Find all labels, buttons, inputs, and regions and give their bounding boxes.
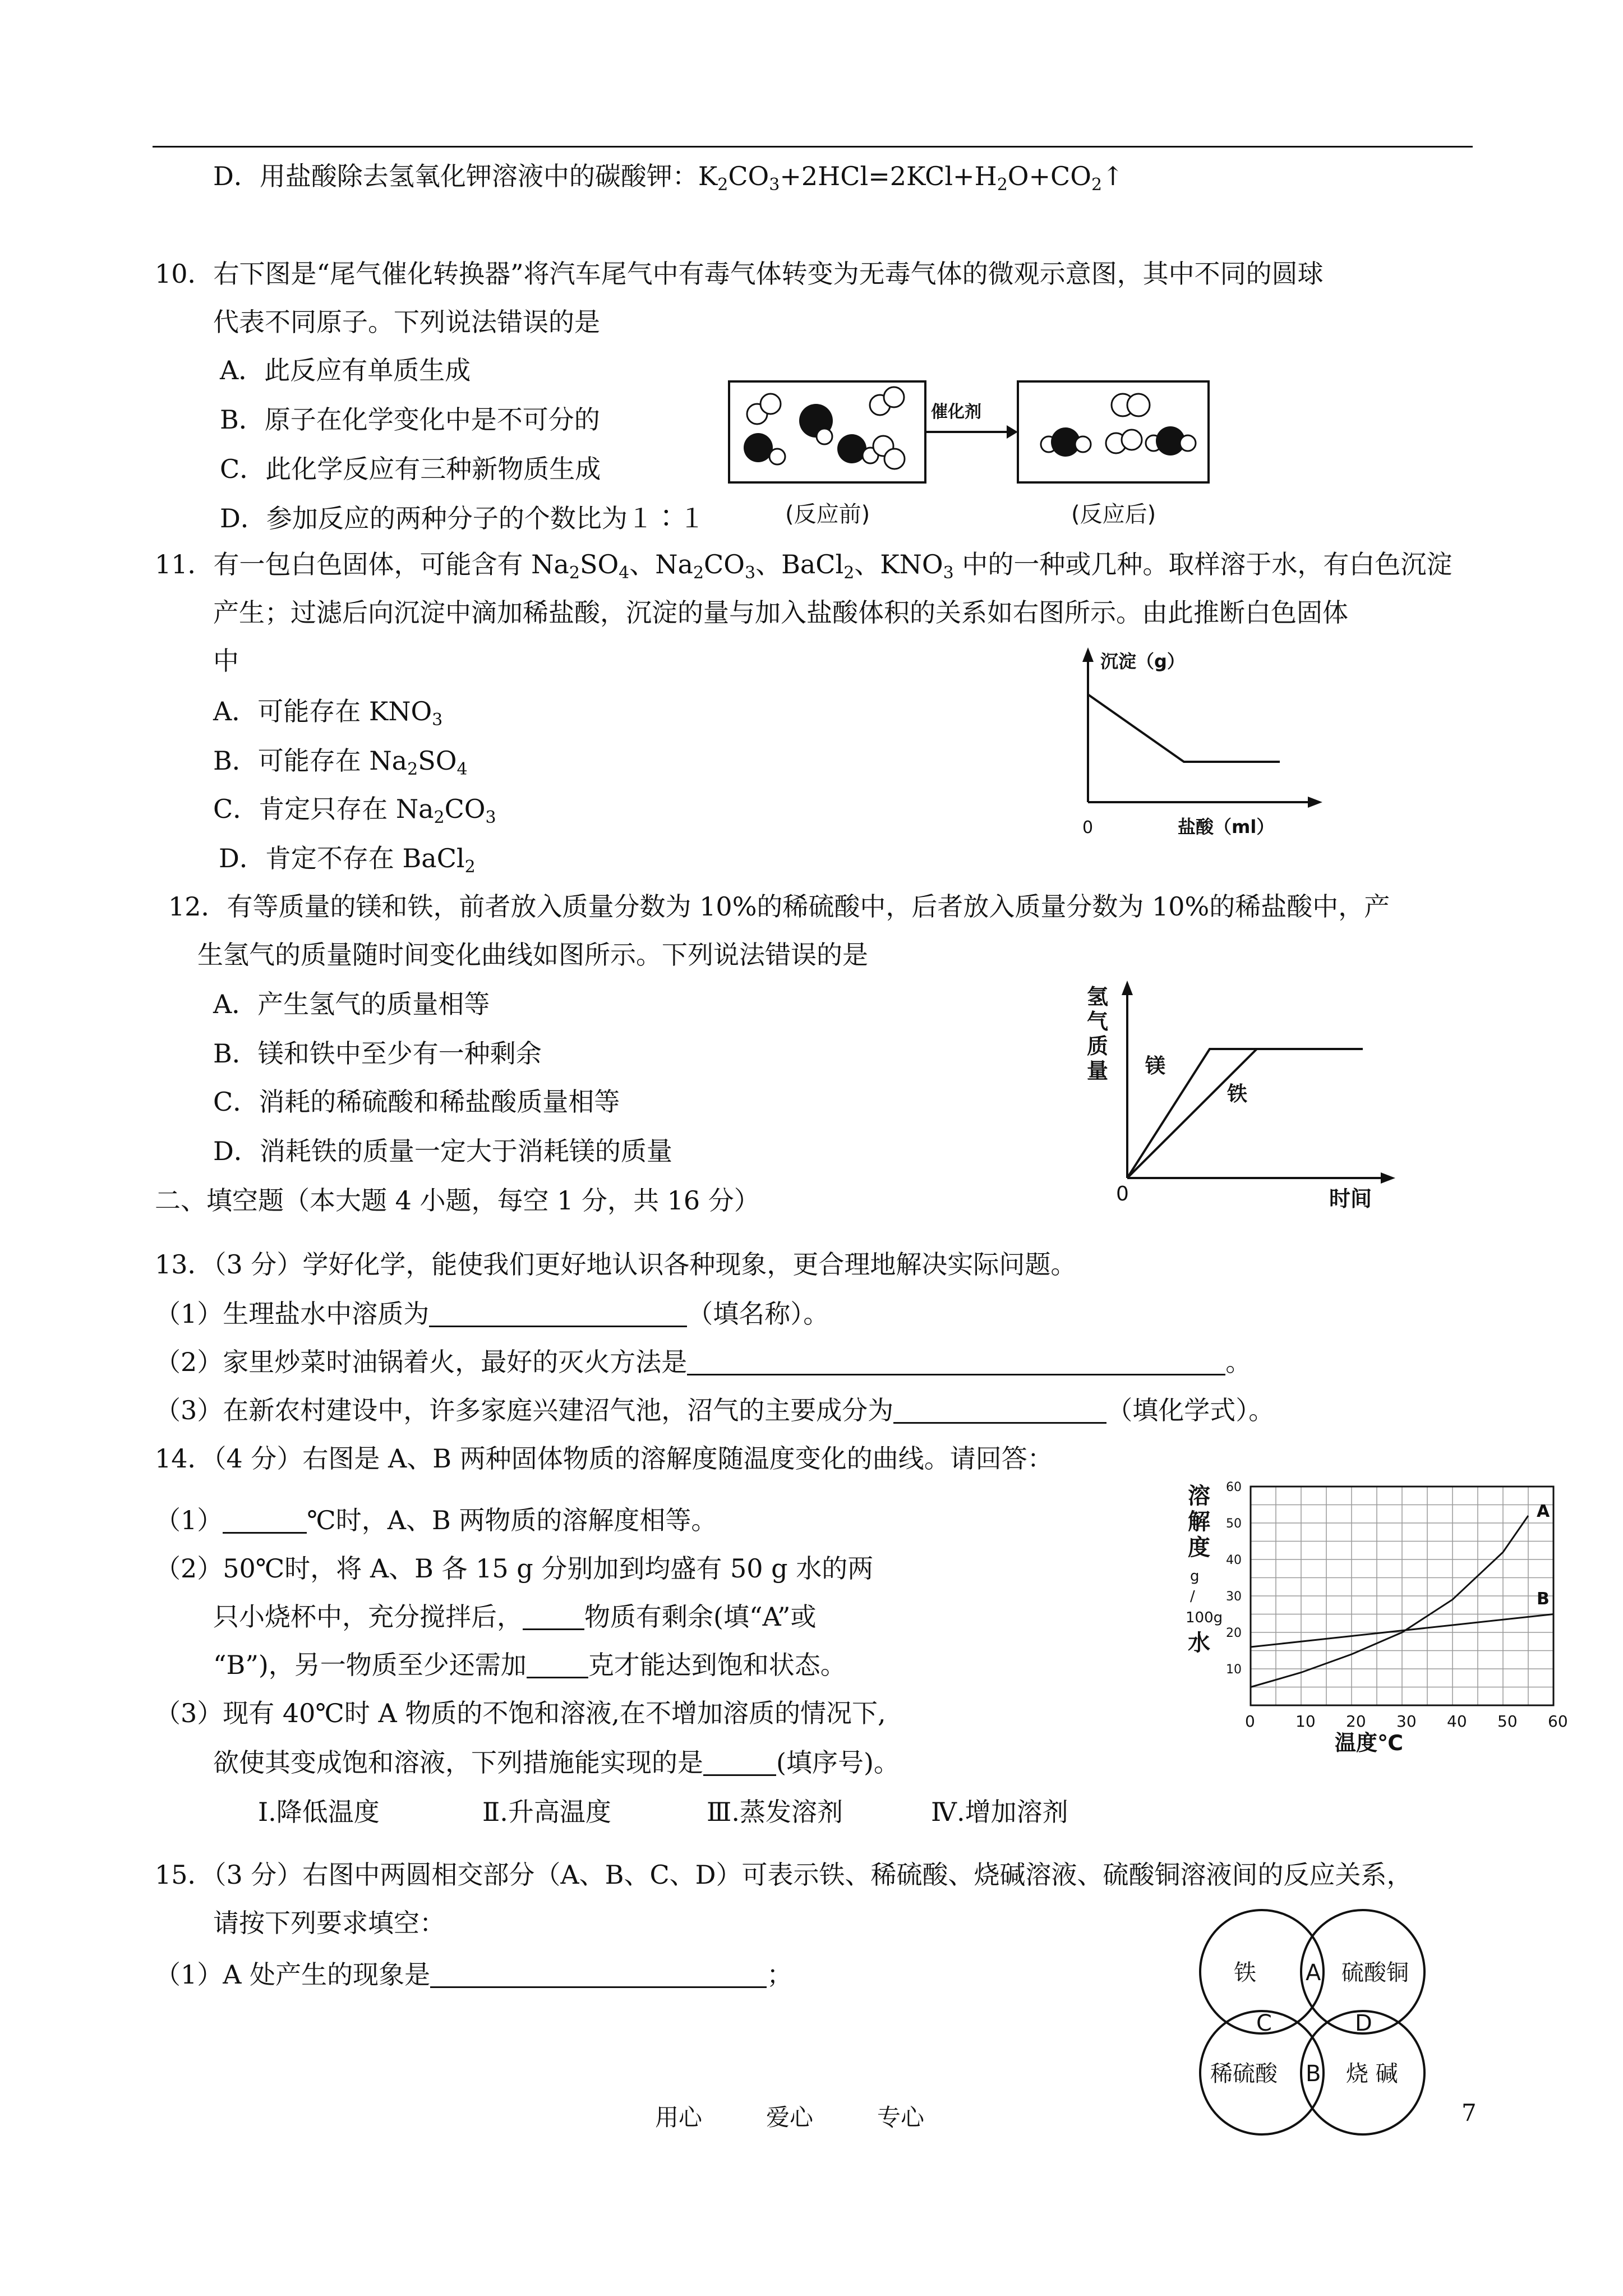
q13-part-1: （1）生理盐水中溶质为 （填名称）。 bbox=[155, 1299, 829, 1329]
venn-region-d: D bbox=[1355, 2010, 1372, 2036]
q11-option-b: B．可能存在 $Na_2SO_4$ bbox=[213, 746, 468, 779]
venn-label-cuso4: 硫酸铜 bbox=[1341, 1960, 1409, 1986]
footer-motto-1: 用心 bbox=[655, 2104, 703, 2131]
section-2-heading: 二、填空题（本大题 4 小题，每空 1 分，共 16 分） bbox=[155, 1185, 760, 1216]
q12-legend-fe: 铁 bbox=[1227, 1083, 1248, 1106]
q11-stem-3: 中 bbox=[213, 646, 239, 676]
venn-label-h2so4: 稀硫酸 bbox=[1210, 2061, 1278, 2087]
q14-ylabel: 溶 解 度 g / 100g 水 bbox=[1186, 1483, 1223, 1656]
y-tick-label: 30 bbox=[1226, 1590, 1242, 1604]
q14-xlabel: 温度℃ bbox=[1335, 1731, 1404, 1755]
catalyst-label: 催化剂 bbox=[931, 402, 981, 422]
q10-molecule-diagram bbox=[723, 370, 1228, 539]
x-tick-label: 30 bbox=[1396, 1712, 1417, 1731]
q10-option-d: D．参加反应的两种分子的个数比为１∶１ bbox=[220, 503, 705, 533]
header-rule bbox=[153, 146, 1473, 148]
q15-blank-1[interactable] bbox=[430, 1964, 767, 1988]
q15-part-1: （1）A 处产生的现象是 ； bbox=[155, 1959, 793, 1990]
q12-hydrogen-chart bbox=[1082, 976, 1419, 1212]
q11-option-d: D．肯定不存在 BaCl$_2$ bbox=[219, 843, 476, 877]
q12-option-b: B．镁和铁中至少有一种剩余 bbox=[213, 1038, 542, 1069]
q15-venn-diagram bbox=[1178, 1896, 1447, 2143]
q14-part-3-line-2: 欲使其变成饱和溶液，下列措施能实现的是 (填序号)。 bbox=[213, 1747, 900, 1778]
q13-blank-2[interactable] bbox=[687, 1351, 1225, 1375]
footer-motto-2: 爱心 bbox=[766, 2104, 814, 2131]
x-tick-label: 50 bbox=[1497, 1712, 1518, 1731]
y-tick-label: 20 bbox=[1226, 1626, 1242, 1640]
q13-stem: 13．（3 分）学好化学，能使我们更好地认识各种现象，更合理地解决实际问题。 bbox=[155, 1249, 1077, 1280]
q14-blank-2[interactable] bbox=[523, 1606, 584, 1630]
page-number: 7 bbox=[1461, 2099, 1477, 2127]
x-tick-label: 40 bbox=[1447, 1712, 1467, 1731]
q14-stem: 14．（4 分）右图是 A、B 两种固体物质的溶解度随温度变化的曲线。请回答： bbox=[155, 1443, 1053, 1474]
q12-origin: 0 bbox=[1116, 1182, 1129, 1205]
q13-blank-1[interactable] bbox=[429, 1303, 687, 1327]
q11-xlabel: 盐酸（ml） bbox=[1178, 816, 1275, 838]
q11-option-c: C．肯定只存在 $Na_2CO_3$ bbox=[213, 794, 496, 827]
y-tick-label: 40 bbox=[1226, 1553, 1242, 1567]
q12-ylabel: 氢 气 质 量 bbox=[1087, 984, 1109, 1083]
q12-legend-mg: 镁 bbox=[1145, 1055, 1166, 1078]
q12-option-a: A．产生氢气的质量相等 bbox=[213, 989, 490, 1019]
after-caption: (反应后) bbox=[1071, 501, 1156, 527]
q11-series-line bbox=[1088, 694, 1280, 762]
q14-choice-3: Ⅲ.蒸发溶剂 bbox=[707, 1797, 843, 1827]
q12-option-d: D．消耗铁的质量一定大于消耗镁的质量 bbox=[213, 1136, 672, 1166]
q14-grid bbox=[1251, 1487, 1553, 1705]
venn-region-a: A bbox=[1306, 1960, 1321, 1986]
q14-blank-3[interactable] bbox=[527, 1654, 588, 1678]
q14-choice-1: Ⅰ.降低温度 bbox=[258, 1797, 380, 1827]
q9-option-d: D．用盐酸除去氢氧化钾溶液中的碳酸钾：$K_2CO_3+2HCl=2KCl+H_2O+CO_2↑$ bbox=[213, 161, 1124, 195]
before-caption: (反应前) bbox=[785, 501, 870, 527]
q14-part-1: （1） ℃时，A、B 两物质的溶解度相等。 bbox=[155, 1505, 717, 1535]
q13-part-3: （3）在新农村建设中，许多家庭兴建沼气池，沼气的主要成分为 （填化学式）。 bbox=[155, 1395, 1275, 1425]
q14-part-2-line-2: 只小烧杯中，充分搅拌后， 物质有剩余(填“A”或 bbox=[213, 1602, 817, 1632]
y-tick-label: 10 bbox=[1226, 1663, 1242, 1677]
q11-precipitate-chart bbox=[1066, 645, 1335, 847]
q14-part-2-line-3: “B”)，另一物质至少还需加 克才能达到饱和状态。 bbox=[213, 1650, 846, 1680]
q14-label-a: A bbox=[1537, 1502, 1550, 1521]
q13-blank-3[interactable] bbox=[893, 1400, 1106, 1424]
q14-part-3-line-1: （3）现有 40℃时 A 物质的不饱和溶液,在不增加溶质的情况下, bbox=[155, 1698, 886, 1728]
q14-label-b: B bbox=[1537, 1589, 1550, 1609]
x-tick-label: 10 bbox=[1295, 1712, 1316, 1731]
venn-region-b: B bbox=[1306, 2061, 1321, 2087]
venn-region-c: C bbox=[1256, 2010, 1272, 2036]
q14-solubility-chart bbox=[1183, 1475, 1568, 1756]
x-tick-label: 20 bbox=[1346, 1712, 1366, 1731]
q12-stem-2: 生氢气的质量随时间变化曲线如图所示。下列说法错误的是 bbox=[197, 940, 868, 970]
q10-stem-1: 10．右下图是“尾气催化转换器”将汽车尾气中有毒气体转变为无毒气体的微观示意图，其中不同的圆球 bbox=[155, 259, 1324, 289]
q10-stem-2: 代表不同原子。下列说法错误的是 bbox=[213, 307, 600, 337]
footer-motto-3: 专心 bbox=[877, 2104, 925, 2131]
q11-stem-2: 产生；过滤后向沉淀中滴加稀盐酸，沉淀的量与加入盐酸体积的关系如右图所示。由此推断白色固体 bbox=[213, 597, 1348, 628]
venn-label-iron: 铁 bbox=[1234, 1960, 1256, 1986]
x-tick-label: 0 bbox=[1245, 1712, 1255, 1731]
q14-blank-1[interactable] bbox=[223, 1510, 307, 1534]
q12-xlabel: 时间 bbox=[1329, 1186, 1372, 1211]
q11-stem-1: 11．有一包白色固体，可能含有 $Na_2SO_4$、$Na_2CO_3$、BaCl$_2$、$KNO_3$ 中的一种或几种。取样溶于水，有白色沉淀 bbox=[155, 549, 1453, 583]
q14-choice-2: Ⅱ.升高温度 bbox=[482, 1797, 611, 1827]
q13-part-2: （2）家里炒菜时油锅着火，最好的灭火方法是 。 bbox=[155, 1347, 1252, 1377]
q12-stem-1: 12．有等质量的镁和铁，前者放入质量分数为 10%的稀硫酸中，后者放入质量分数为 10%的稀盐酸中，产 bbox=[168, 891, 1390, 922]
q11-ylabel: 沉淀（g） bbox=[1100, 651, 1185, 672]
q15-stem-1: 15．（3 分）右图中两圆相交部分（A、B、C、D）可表示铁、稀硫酸、烧碱溶液、硫酸铜溶液间的反应关系， bbox=[155, 1860, 1413, 1890]
q11-option-a: A．可能存在 $KNO_3$ bbox=[213, 696, 443, 730]
q10-option-c: C．此化学反应有三种新物质生成 bbox=[220, 454, 601, 484]
q14-blank-4[interactable] bbox=[703, 1752, 776, 1776]
q10-option-b: B．原子在化学变化中是不可分的 bbox=[220, 404, 600, 435]
q15-stem-2: 请按下列要求填空： bbox=[213, 1908, 445, 1938]
y-tick-label: 60 bbox=[1226, 1480, 1242, 1494]
x-tick-label: 60 bbox=[1548, 1712, 1568, 1731]
q14-part-2-line-1: （2）50℃时，将 A、B 各 15 g 分别加到均盛有 50 g 水的两 bbox=[155, 1553, 874, 1584]
q11-origin: 0 bbox=[1082, 818, 1094, 838]
venn-label-naoh: 烧 碱 bbox=[1346, 2061, 1398, 2087]
q14-choice-4: Ⅳ.增加溶剂 bbox=[931, 1797, 1068, 1827]
q12-option-c: C．消耗的稀硫酸和稀盐酸质量相等 bbox=[213, 1087, 620, 1117]
y-tick-label: 50 bbox=[1226, 1517, 1242, 1531]
q10-option-a: A．此反应有单质生成 bbox=[220, 355, 471, 385]
